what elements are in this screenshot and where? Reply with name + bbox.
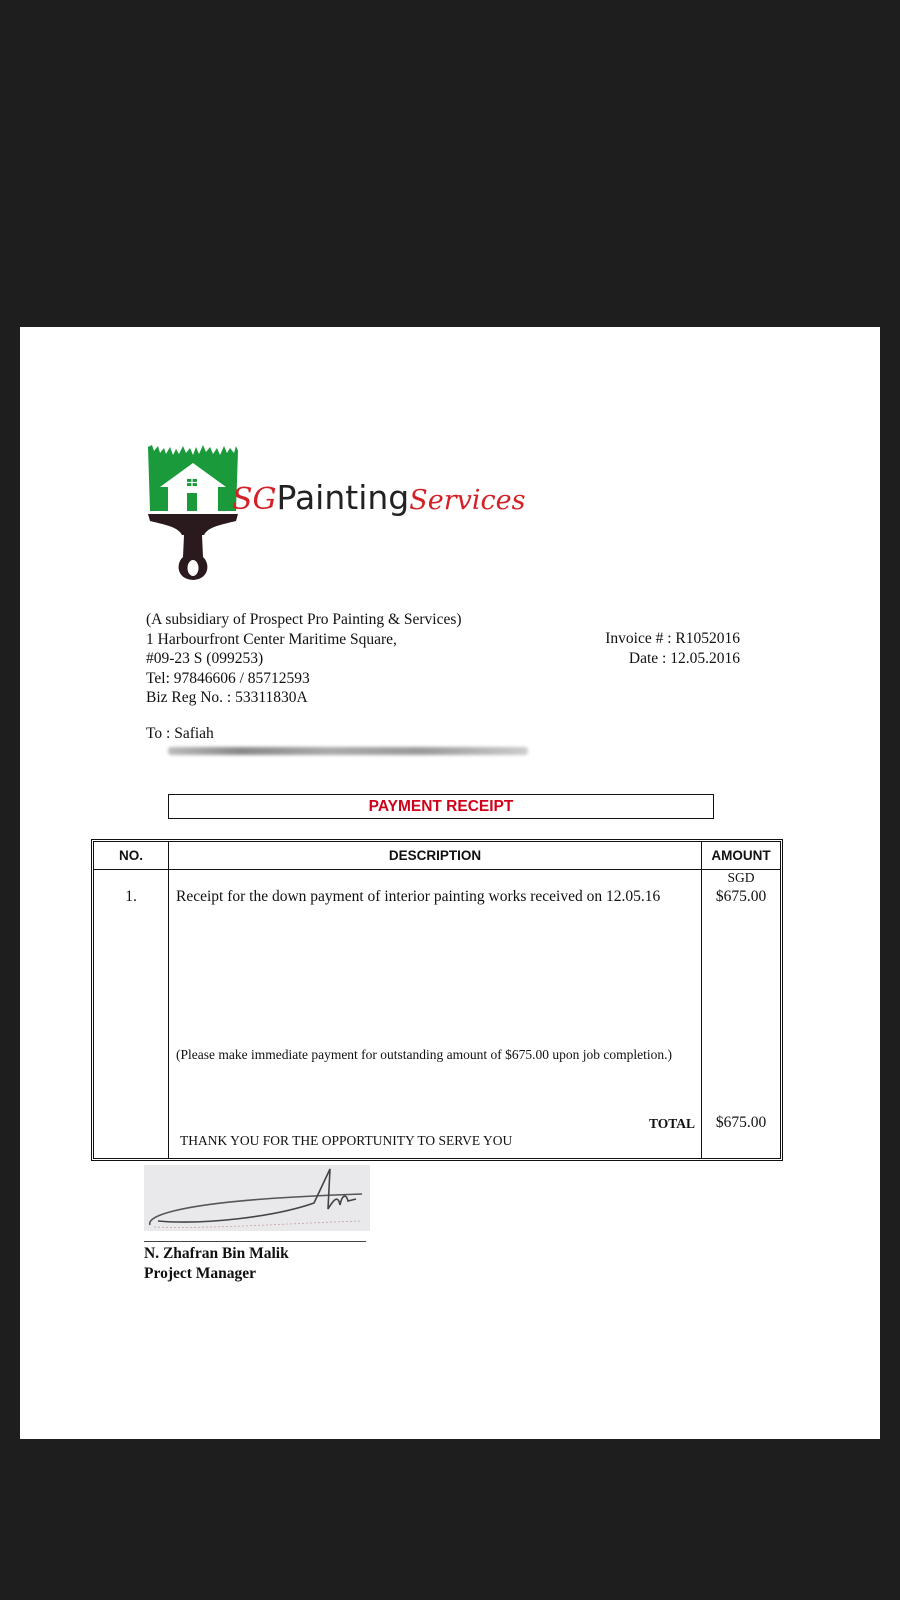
signature-image (144, 1165, 370, 1231)
company-tel: Tel: 97846606 / 85712593 (146, 669, 310, 687)
redacted-address (168, 747, 528, 755)
header-divider (94, 869, 780, 870)
invoice-date: Date : 12.05.2016 (628, 649, 740, 667)
invoice-meta (605, 629, 740, 668)
header-description: DESCRIPTION (388, 848, 482, 863)
recipient-name: To : Safiah (146, 725, 214, 742)
payment-note: (Please make immediate payment for outstanding amount of $675.00 upon job completion.) (176, 1047, 673, 1062)
total-label: TOTAL (648, 1116, 695, 1131)
signatory-position: Project Manager (144, 1265, 257, 1282)
company-subsidiary: (A subsidiary of Prospect Pro Painting & Services) (146, 611, 462, 628)
company-details (146, 610, 462, 708)
signature-line (144, 1241, 366, 1242)
row-no: 1. (125, 888, 137, 905)
logo-services-text: Services (409, 485, 526, 516)
logo-painting-text: Painting (276, 478, 410, 517)
logo-sg-text: SG (232, 482, 277, 517)
total-amount: $675.00 (715, 1114, 767, 1131)
row-amount: $675.00 (715, 888, 767, 905)
company-address-line1: 1 Harbourfront Center Maritime Square, (146, 630, 397, 648)
signatory (144, 1244, 289, 1284)
invoice-number: Invoice # : R1052016 (605, 630, 740, 647)
signatory-name: N. Zhafran Bin Malik (144, 1245, 289, 1262)
receipt-title: PAYMENT RECEIPT (168, 794, 714, 819)
thank-you-message: THANK YOU FOR THE OPPORTUNITY TO SERVE YOU (180, 1133, 513, 1148)
header-no: NO. (118, 848, 143, 863)
company-address-line2: #09-23 S (099253) (146, 650, 264, 667)
company-biz-reg: Biz Reg No. : 53311830A (146, 689, 308, 706)
header-amount: AMOUNT (711, 848, 771, 863)
row-currency: SGD (727, 870, 755, 885)
receipt-page (20, 327, 880, 1439)
receipt-table (91, 839, 783, 1161)
column-divider (168, 842, 169, 1158)
row-description: Receipt for the down payment of interior painting works received on 12.05.16 (176, 888, 661, 905)
company-logo (148, 445, 628, 585)
logo-wordmark (232, 478, 526, 517)
